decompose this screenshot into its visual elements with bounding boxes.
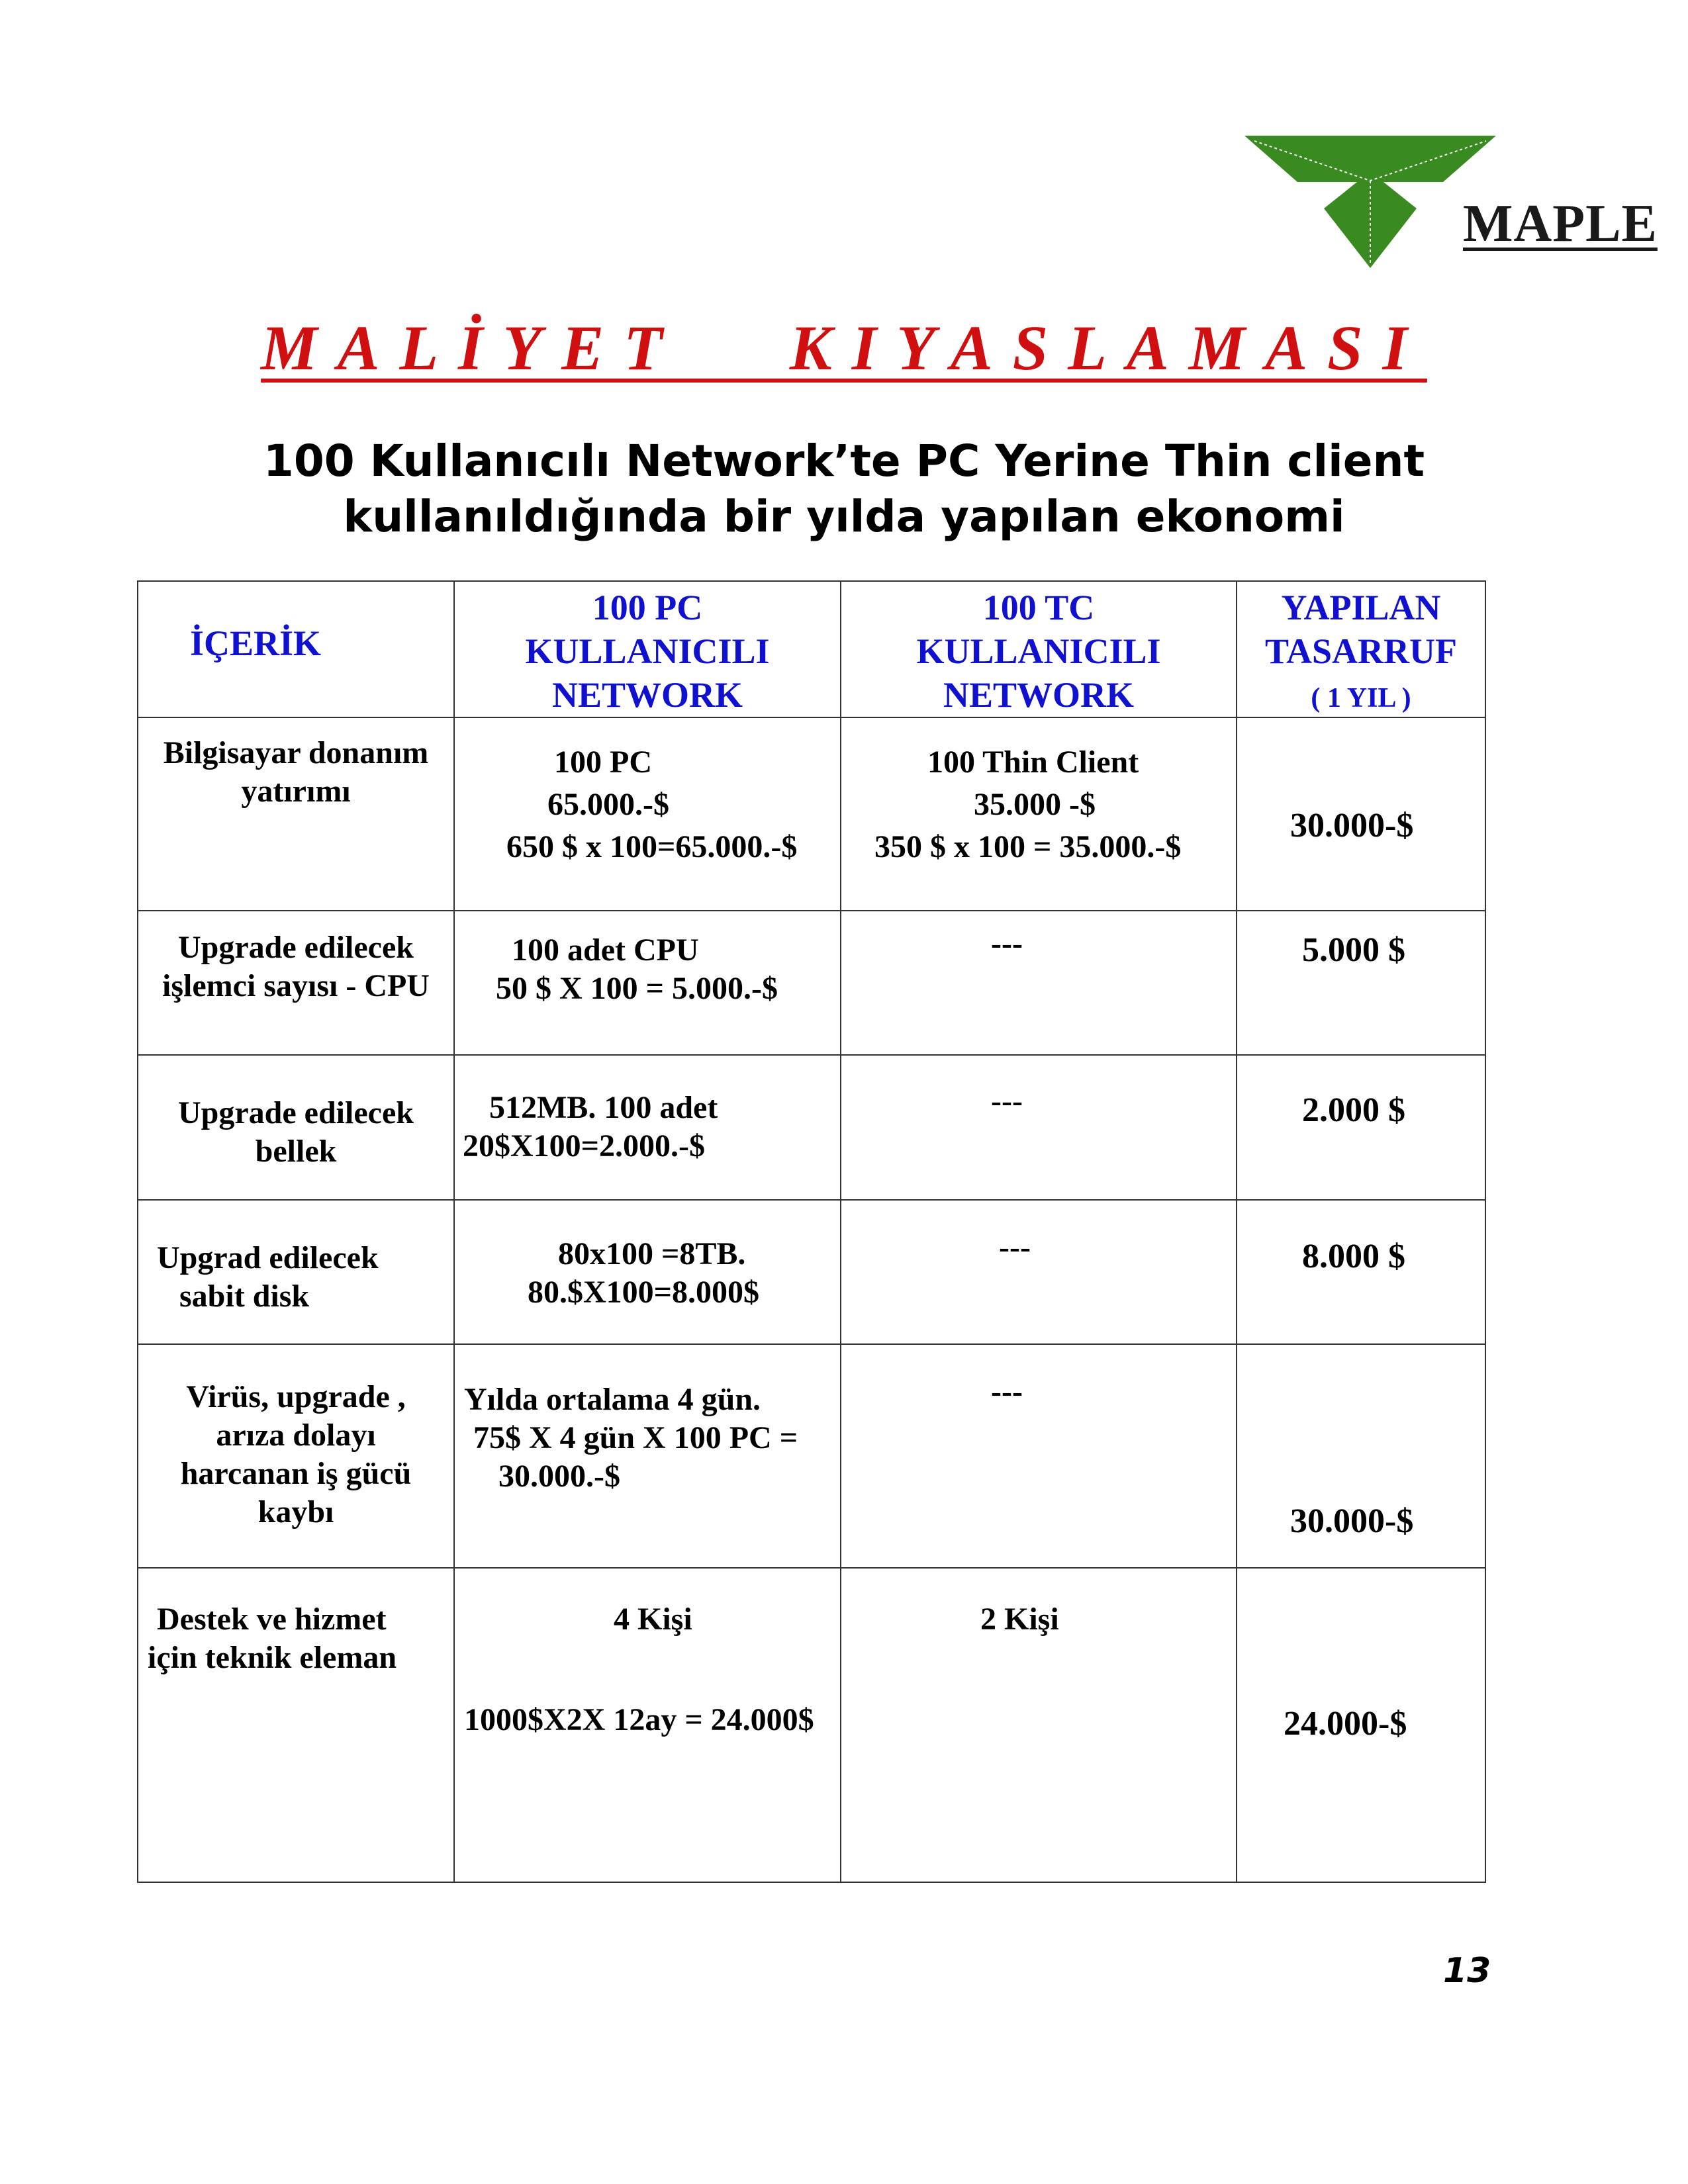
tc-value: --- <box>991 1374 1023 1409</box>
header-tc-line: 100 TC <box>982 588 1095 627</box>
saving-value: 2.000 $ <box>1302 1091 1405 1129</box>
row-label: Destek ve hizmet <box>157 1602 387 1637</box>
row-label: Upgrade edilecek <box>178 930 414 965</box>
row-label: Virüs, upgrade , <box>186 1379 406 1414</box>
row-label: yatırımı <box>241 774 351 809</box>
table-row <box>138 717 1485 911</box>
header-saving-line: ( 1 YIL ) <box>1311 683 1411 713</box>
header-pc-line: 100 PC <box>592 588 703 627</box>
pc-value: 512MB. 100 adet <box>489 1090 718 1125</box>
table-row <box>138 1200 1485 1344</box>
tc-value: 35.000 -$ <box>974 787 1096 822</box>
cost-comparison-table <box>137 580 1486 1883</box>
maple-logo <box>1244 136 1658 275</box>
pc-value: 65.000.-$ <box>547 787 669 822</box>
tc-value: 100 Thin Client <box>927 745 1139 780</box>
subtitle-line-1: 100 Kullanıcılı Network’te PC Yerine Thin client <box>263 435 1425 486</box>
row-label: sabit disk <box>179 1279 310 1314</box>
page-title: MALİYET KIYASLAMASI <box>261 312 1427 383</box>
row-label: Bilgisayar donanım <box>163 735 429 770</box>
row-label: işlemci sayısı - CPU <box>162 968 430 1003</box>
row-label: bellek <box>255 1134 337 1169</box>
logo-text: MAPLE <box>1463 195 1658 253</box>
saving-value: 24.000-$ <box>1284 1705 1407 1743</box>
row-label: Upgrade edilecek <box>178 1095 414 1130</box>
pc-value: 1000$X2X 12ay = 24.000$ <box>464 1702 814 1737</box>
pc-value: 20$X100=2.000.-$ <box>463 1128 705 1163</box>
maple-leaf-icon <box>1244 136 1496 275</box>
header-saving <box>1237 581 1485 717</box>
tc-value: 350 $ x 100 = 35.000.-$ <box>874 829 1182 864</box>
table-header-row <box>138 581 1485 717</box>
tc-value: --- <box>991 1083 1023 1118</box>
header-saving-line: TASARRUF <box>1264 631 1457 671</box>
pc-value: 100 PC <box>554 745 652 780</box>
tc-value: 2 Kişi <box>980 1602 1059 1637</box>
saving-value: 30.000-$ <box>1290 807 1414 844</box>
header-tc-line: KULLANICILI <box>916 631 1161 671</box>
row-label: için teknik eleman <box>148 1640 397 1675</box>
subtitle-line-2: kullanıldığında bir yılda yapılan ekonomi <box>343 491 1345 542</box>
table-row <box>138 911 1485 1055</box>
tc-value: --- <box>999 1230 1031 1265</box>
pc-value: 4 Kişi <box>614 1602 692 1637</box>
row-label: harcanan iş gücü <box>180 1456 412 1491</box>
pc-value: 75$ X 4 gün X 100 PC = <box>473 1420 798 1455</box>
table-row <box>138 1344 1485 1568</box>
saving-value: 30.000-$ <box>1290 1502 1414 1540</box>
header-tc <box>841 581 1237 717</box>
tc-value: --- <box>991 926 1023 961</box>
pc-value: Yılda ortalama 4 gün. <box>464 1382 761 1417</box>
table-row <box>138 1568 1485 1882</box>
saving-value: 5.000 $ <box>1302 931 1405 969</box>
header-content <box>138 581 454 717</box>
pc-value: 80.$X100=8.000$ <box>528 1275 760 1310</box>
pc-value: 100 adet CPU <box>512 933 699 968</box>
pc-value: 650 $ x 100=65.000.-$ <box>506 829 798 864</box>
header-pc-line: KULLANICILI <box>525 631 770 671</box>
pc-value: 50 $ X 100 = 5.000.-$ <box>496 971 778 1006</box>
header-content-label: İÇERİK <box>190 623 322 663</box>
pc-value: 80x100 =8TB. <box>558 1236 746 1271</box>
header-tc-line: NETWORK <box>943 675 1135 715</box>
page-subtitle <box>0 433 1688 545</box>
header-pc-line: NETWORK <box>551 675 743 715</box>
page-number: 13 <box>1443 1951 1491 1991</box>
row-label: Upgrad edilecek <box>157 1240 379 1275</box>
row-label: arıza dolayı <box>216 1418 376 1453</box>
table-row <box>138 1055 1485 1200</box>
row-label: kaybı <box>258 1494 334 1529</box>
header-saving-line: YAPILAN <box>1281 588 1441 627</box>
saving-value: 8.000 $ <box>1302 1238 1405 1275</box>
header-pc <box>454 581 841 717</box>
pc-value: 30.000.-$ <box>498 1459 620 1494</box>
